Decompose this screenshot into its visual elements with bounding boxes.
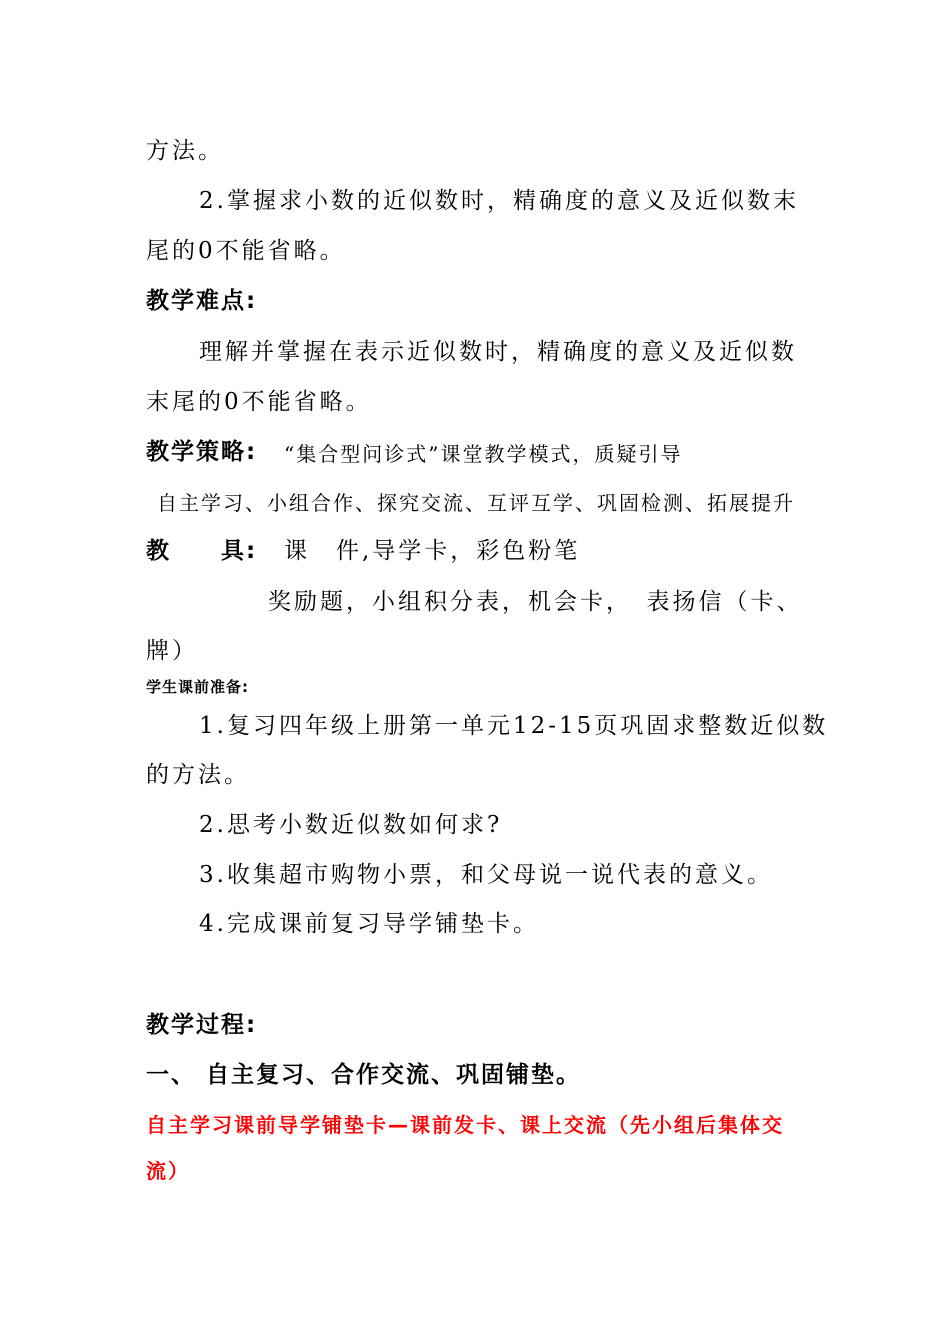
strategy-text: “集合型问诊式”课堂教学模式，质疑引导 [284,442,683,466]
list-item: 1.复习四年级上册第一单元12-15页巩固求整数近似数 [199,713,829,739]
text-line: 自主学习、小组合作、探究交流、互评互学、巩固检测、拓展提升 [157,491,795,515]
heading-teaching-tools: 教 具: [146,538,258,564]
heading-teaching-process: 教学过程: [146,1012,258,1038]
red-note-line: 自主学习课前导学铺垫卡—课前发卡、课上交流（先小组后集体交 [146,1113,784,1137]
text-line: 尾的0不能省略。 [146,238,346,264]
text-line: 理解并掌握在表示近似数时，精确度的意义及近似数 [199,339,797,365]
list-item: 4.完成课前复习导学铺垫卡。 [199,911,539,937]
list-item: 3.收集超市购物小票，和父母说一说代表的意义。 [199,862,773,888]
text-line: 末尾的0不能省略。 [146,389,372,415]
heading-teaching-strategy: 教学策略: [146,439,258,465]
text-line: 方法。 [146,138,224,164]
tools-text: 课 件,导学卡，彩色粉笔 [284,538,581,564]
list-item: 2.思考小数近似数如何求? [199,812,503,838]
text-line: 牌） [146,638,198,664]
red-note-line: 流） [146,1159,190,1183]
heading-teaching-difficulty: 教学难点: [146,288,258,314]
heading-student-preparation: 学生课前准备: [146,678,249,696]
list-item-continuation: 的方法。 [146,762,250,788]
section-heading-1: 一、 自主复习、合作交流、巩固铺垫。 [146,1062,582,1088]
text-line: 2.掌握求小数的近似数时，精确度的意义及近似数末 [199,188,799,214]
text-line: 奖励题，小组积分表，机会卡， 表扬信（卡、 [268,589,803,615]
